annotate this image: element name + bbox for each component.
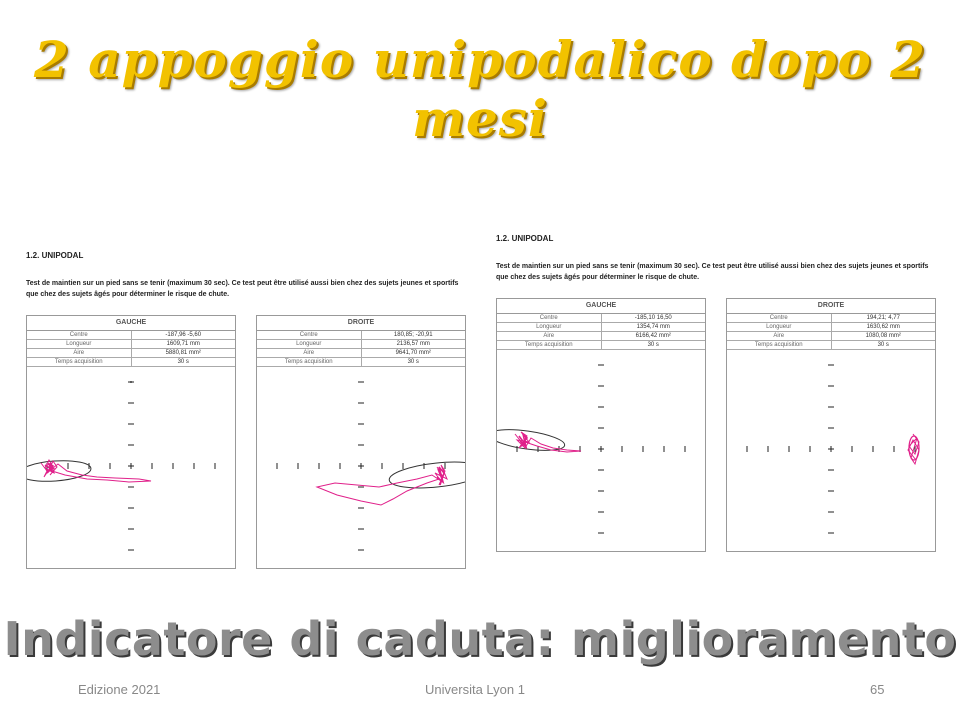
- footer-edition: Edizione 2021: [78, 682, 161, 697]
- test-description: Test de maintien sur un pied sans se tenir (maximum 30 sec). Ce test peut être utilisé aussi bien chez des sujets jeunes et sportifs que chez des sujets âgés pour déterminer le risque de chute.: [496, 263, 929, 281]
- stats-table: [727, 314, 935, 350]
- panel-droite: [726, 298, 936, 552]
- slide-subtitle: Indicatore di caduta: miglioramento: [3, 612, 957, 666]
- confidence-ellipse: [497, 426, 566, 454]
- stabilogram-plot: [27, 367, 235, 563]
- panel-droite: [256, 315, 466, 569]
- stats-row: Temps acquisition 30 s: [27, 358, 235, 367]
- sway-trace: [41, 460, 151, 482]
- slide-title: 2 appoggio unipodalico dopo 2 mesi: [34, 30, 926, 148]
- stats-row: Longueur 1630,62 mm: [727, 323, 935, 332]
- plot-axes: [517, 365, 685, 533]
- panel-gauche: [26, 315, 236, 569]
- section-heading: 1.2. UNIPODAL: [26, 251, 84, 260]
- stats-table: [257, 331, 465, 367]
- section-heading: 1.2. UNIPODAL: [496, 234, 554, 243]
- stabilogram-plot: [497, 350, 705, 546]
- stats-row: Aire 5880,81 mm²: [27, 349, 235, 358]
- stats-row: Longueur 1354,74 mm: [497, 323, 705, 332]
- stats-row: Longueur 2136,57 mm: [257, 340, 465, 349]
- stats-row: Aire 6166,42 mm²: [497, 332, 705, 341]
- panel-gauche: [496, 298, 706, 552]
- stats-row: Centre -187,96 -5,60: [27, 331, 235, 340]
- stats-row: Centre -185,10 16,50: [497, 314, 705, 323]
- footer-page-number: 65: [870, 682, 885, 697]
- stats-row: Temps acquisition 30 s: [257, 358, 465, 367]
- report-before: [20, 245, 470, 575]
- stats-row: Centre 180,85; -20,91: [257, 331, 465, 340]
- confidence-ellipse: [27, 459, 92, 484]
- stats-row: Aire 9641,70 mm²: [257, 349, 465, 358]
- stats-row: Temps acquisition 30 s: [497, 341, 705, 350]
- panel-label: GAUCHE: [497, 299, 705, 314]
- stats-row: Aire 1080,08 mm²: [727, 332, 935, 341]
- panel-label: DROITE: [257, 316, 465, 331]
- report-after: [490, 228, 940, 558]
- test-description: Test de maintien sur un pied sans se tenir (maximum 30 sec). Ce test peut être utilisé aussi bien chez des sujets jeunes et sportifs que chez des sujets âgés pour déterminer le risque de chute.: [26, 280, 459, 298]
- panel-label: DROITE: [727, 299, 935, 314]
- confidence-ellipse: [388, 458, 465, 492]
- stats-row: Centre 194,21; 4,77: [727, 314, 935, 323]
- stats-row: Longueur 1609,71 mm: [27, 340, 235, 349]
- footer-university: Universita Lyon 1: [425, 682, 525, 697]
- plot-axes: [47, 381, 215, 550]
- stats-table: [497, 314, 705, 350]
- panel-label: GAUCHE: [27, 316, 235, 331]
- plot-axes: [747, 365, 915, 533]
- plot-axes: [277, 382, 445, 550]
- stats-table: [27, 331, 235, 367]
- stabilogram-plot: [257, 367, 465, 563]
- stats-row: Temps acquisition 30 s: [727, 341, 935, 350]
- sway-trace: [317, 465, 447, 505]
- stabilogram-plot: [727, 350, 935, 546]
